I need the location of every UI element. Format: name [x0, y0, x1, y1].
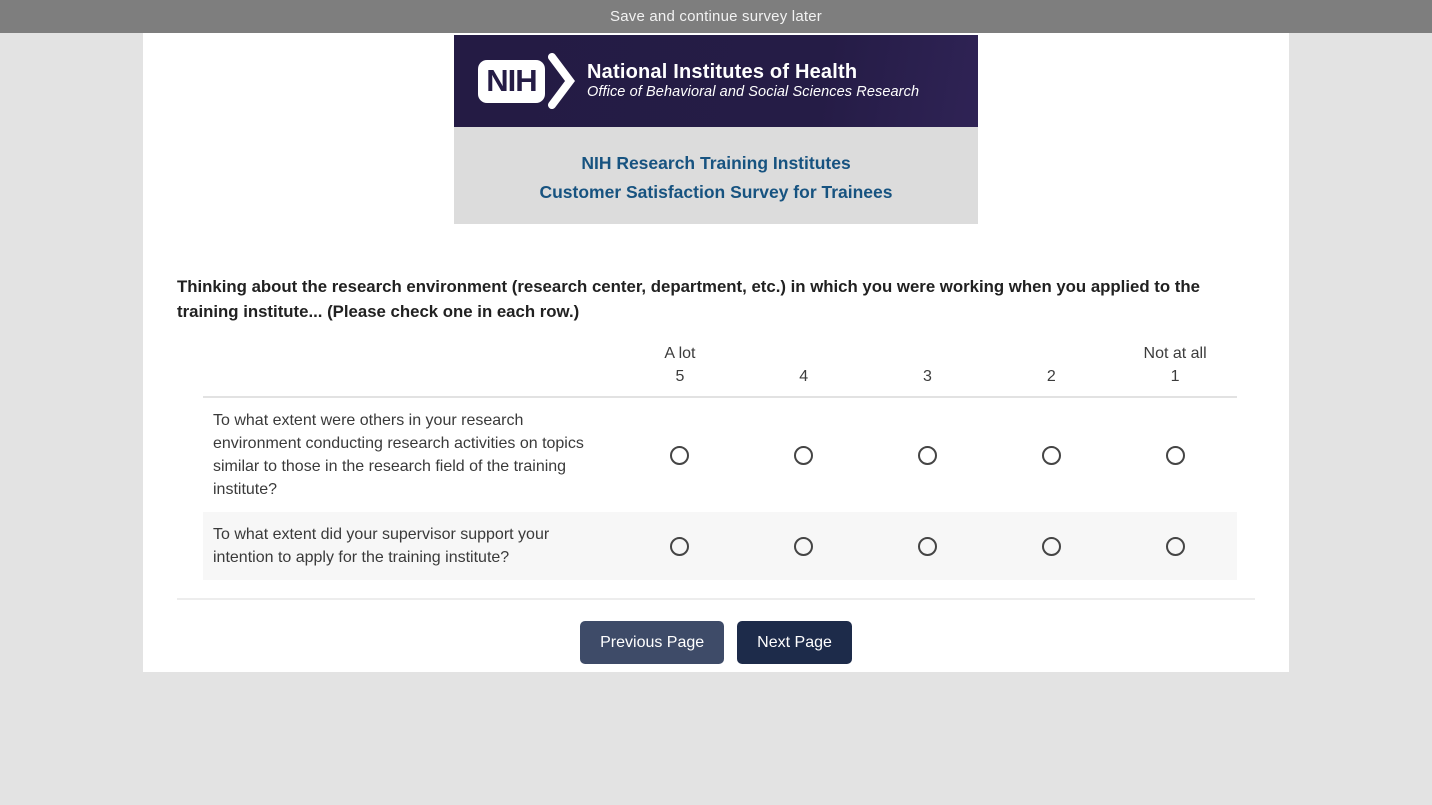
question-intro: Thinking about the research environment (research center, department, etc.) in which you were working when you applied to the training institute... (Please check one in each row.) — [177, 277, 1200, 321]
radio-row1-value5[interactable] — [670, 446, 689, 465]
matrix-rows — [203, 398, 1237, 580]
org-name: National Institutes of Health — [587, 61, 858, 83]
radio-row1-value3[interactable] — [918, 446, 937, 465]
matrix-cell — [618, 537, 742, 556]
matrix-cell — [1113, 446, 1237, 465]
radio-row1-value1[interactable] — [1166, 446, 1185, 465]
rating-matrix — [203, 342, 1237, 580]
matrix-cell — [866, 537, 990, 556]
matrix-cell — [618, 446, 742, 465]
matrix-row-question: To what extent were others in your research environment conducting research activities on topics similar to those in the research field of the training institute? — [213, 412, 584, 498]
matrix-header-value: 5 — [675, 368, 685, 385]
nih-banner — [454, 33, 978, 224]
next-page-button[interactable]: Next Page — [737, 621, 852, 664]
matrix-header-col-1 — [1113, 342, 1237, 388]
survey-title-line1: NIH Research Training Institutes — [581, 153, 851, 173]
matrix-header-value: 3 — [923, 368, 932, 385]
matrix-header-col-5 — [618, 342, 742, 388]
matrix-cell — [742, 446, 866, 465]
radio-row1-value4[interactable] — [794, 446, 813, 465]
radio-row2-value3[interactable] — [918, 537, 937, 556]
survey-title-line2: Customer Satisfaction Survey for Trainees — [539, 182, 893, 202]
chevron-right-icon — [548, 53, 575, 109]
matrix-header-col-3 — [866, 342, 990, 388]
matrix-cell — [1113, 537, 1237, 556]
matrix-header-label: Not at all — [1143, 345, 1207, 362]
previous-page-button[interactable]: Previous Page — [580, 621, 724, 664]
matrix-header — [203, 342, 1237, 398]
matrix-row — [203, 398, 1237, 512]
nih-logo-mark: NIH — [478, 60, 545, 103]
matrix-header-label — [989, 342, 1113, 365]
matrix-cell — [989, 537, 1113, 556]
radio-row2-value4[interactable] — [794, 537, 813, 556]
matrix-header-col-4 — [742, 342, 866, 388]
radio-row2-value2[interactable] — [1042, 537, 1061, 556]
matrix-header-spacer — [203, 342, 618, 388]
matrix-cell — [989, 446, 1113, 465]
matrix-header-value: 1 — [1170, 368, 1180, 385]
save-continue-bar — [0, 0, 1432, 33]
radio-row1-value2[interactable] — [1042, 446, 1061, 465]
matrix-header-value: 4 — [799, 368, 809, 385]
matrix-header-label: A lot — [664, 345, 696, 362]
nih-org-text — [587, 61, 919, 101]
matrix-cell — [742, 537, 866, 556]
matrix-cell — [866, 446, 990, 465]
nih-logo — [478, 53, 575, 109]
matrix-header-value: 2 — [1046, 368, 1056, 385]
survey-card — [143, 33, 1289, 672]
matrix-header-label — [742, 342, 866, 365]
matrix-row-question: To what extent did your supervisor support your intention to apply for the training institute? — [213, 526, 550, 566]
org-subtitle: Office of Behavioral and Social Sciences Research — [587, 84, 920, 100]
survey-title — [454, 127, 978, 224]
save-continue-link[interactable]: Save and continue survey later — [610, 8, 822, 25]
matrix-row — [203, 512, 1237, 580]
radio-row2-value5[interactable] — [670, 537, 689, 556]
divider — [177, 598, 1255, 600]
radio-row2-value1[interactable] — [1166, 537, 1185, 556]
navigation-buttons — [143, 621, 1289, 664]
matrix-header-col-2 — [989, 342, 1113, 388]
nih-banner-purple — [454, 35, 978, 127]
matrix-header-label — [866, 342, 990, 365]
